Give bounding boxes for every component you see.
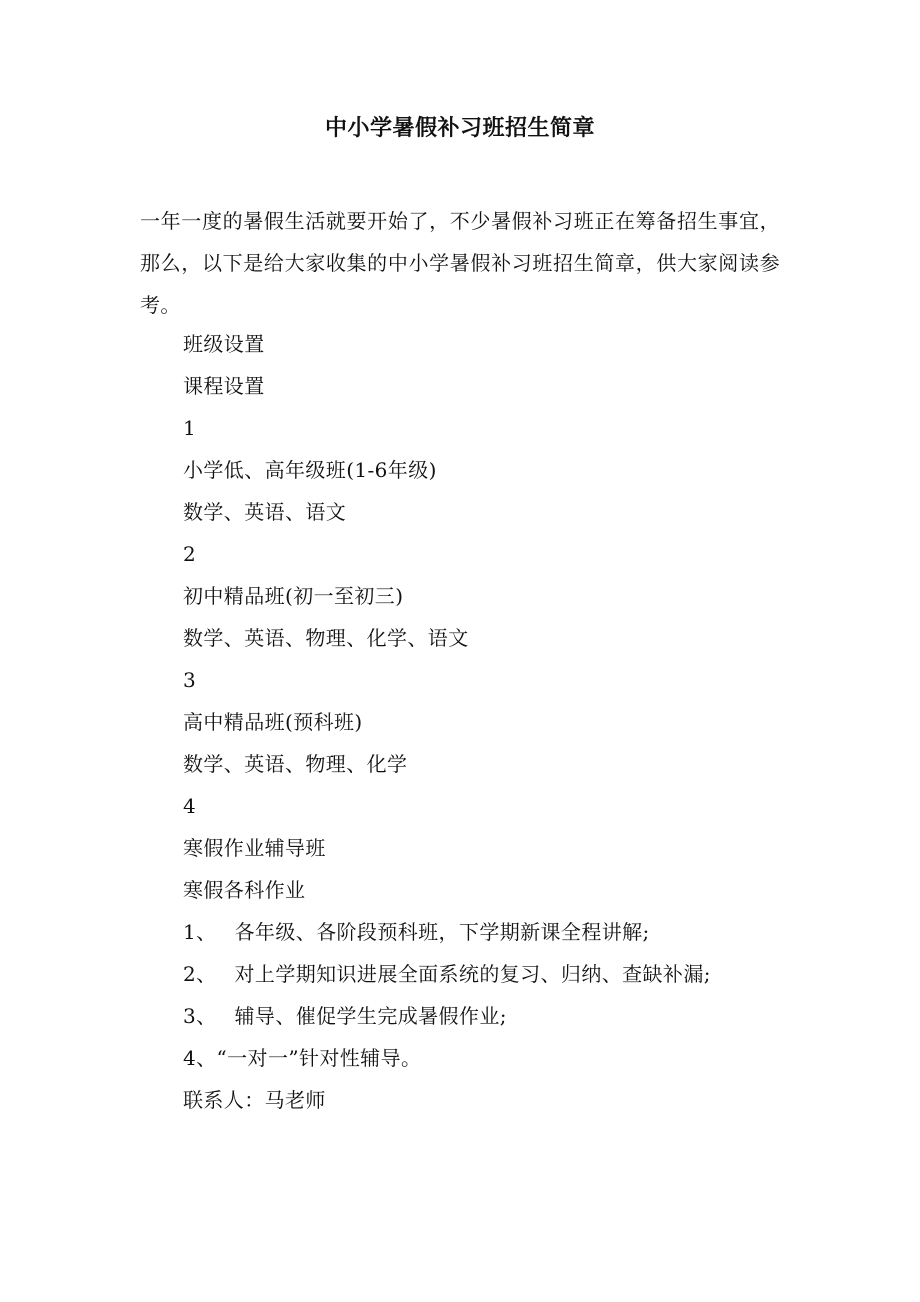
class-subjects: 数学、英语、物理、化学 bbox=[183, 752, 408, 776]
feature-text: 各年级、各阶段预科班，下学期新课全程讲解; bbox=[234, 920, 650, 944]
class-subjects: 寒假各科作业 bbox=[183, 878, 306, 902]
section-heading-course-setup: 课程设置 bbox=[183, 374, 265, 398]
class-subjects: 数学、英语、物理、化学、语文 bbox=[183, 626, 469, 650]
feature-item bbox=[183, 953, 823, 995]
class-name: 初中精品班(初一至初三) bbox=[183, 584, 404, 608]
feature-item-last: 4、“一对一”针对性辅导。 bbox=[183, 1046, 422, 1070]
item-number: 3 bbox=[183, 668, 197, 692]
feature-item bbox=[183, 995, 823, 1037]
item-number: 1 bbox=[183, 416, 197, 440]
class-subjects: 数学、英语、语文 bbox=[183, 500, 347, 524]
intro-paragraph: 一年一度的暑假生活就要开始了，不少暑假补习班正在筹备招生事宜，那么，以下是给大家收集的中小学暑假补习班招生简章，供大家阅读参考。 bbox=[140, 209, 780, 317]
feature-number: 3、 bbox=[183, 1004, 217, 1028]
content-lines bbox=[183, 323, 823, 1121]
document-title: 中小学暑假补习班招生简章 bbox=[324, 115, 595, 141]
class-name: 小学低、高年级班(1-6年级) bbox=[183, 458, 437, 482]
feature-number: 1、 bbox=[183, 920, 217, 944]
section-heading-class-setup: 班级设置 bbox=[183, 332, 265, 356]
feature-number: 2、 bbox=[183, 962, 217, 986]
feature-text: 辅导、催促学生完成暑假作业; bbox=[234, 1004, 507, 1028]
feature-text: 对上学期知识进展全面系统的复习、归纳、查缺补漏; bbox=[234, 962, 711, 986]
class-name: 高中精品班(预科班) bbox=[183, 710, 363, 734]
item-number: 2 bbox=[183, 542, 197, 566]
feature-item bbox=[183, 911, 823, 953]
class-name: 寒假作业辅导班 bbox=[183, 836, 326, 860]
item-number: 4 bbox=[183, 794, 197, 818]
contact-line: 联系人：马老师 bbox=[183, 1088, 326, 1112]
